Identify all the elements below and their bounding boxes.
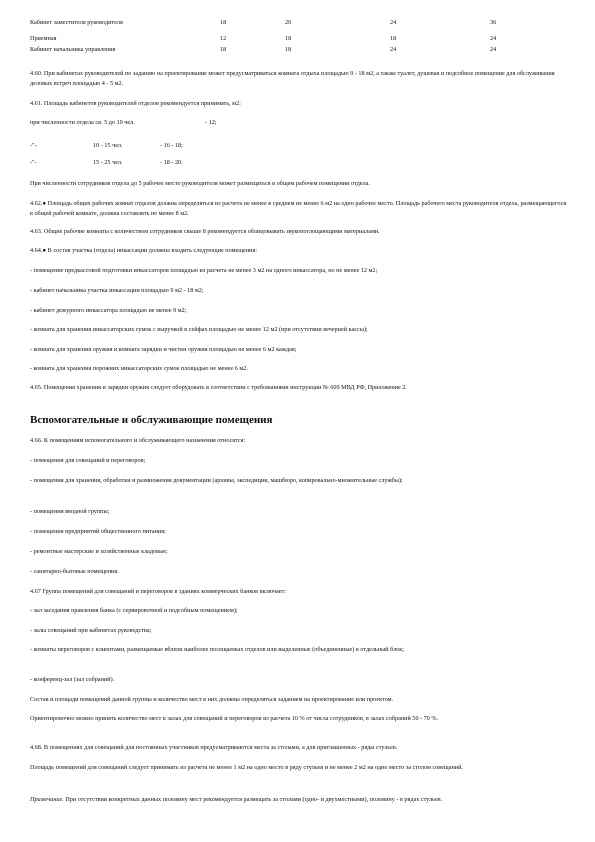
paragraph-note: Площадь помещений для совещаний следует принимать из расчета не менее 1 м2 на одно место в ряду стульев и не менее 2 м2 на одно место за столом совещаний. bbox=[30, 764, 463, 771]
paragraph-note: Состав и площади помещений данной группы и количество мест в них должны определяться заданием на проектирование или проектом. bbox=[30, 696, 394, 703]
list-label: -"- bbox=[30, 159, 37, 166]
list-label: -"- bbox=[30, 142, 37, 149]
list-item: - зал заседания правления банка (с сервировочной и подсобным помещением); bbox=[30, 607, 238, 614]
list-item: - помещения вводной группы; bbox=[30, 508, 110, 515]
list-value: - 12; bbox=[205, 119, 217, 126]
remark-text: При отсутствии конкретных данных половину мест рекомендуется размещать за столами (одно- и двухместными), половину - в рядах стульев. bbox=[63, 796, 443, 803]
paragraph-4-65: 4.65. Помещения хранения и зарядки оружия следует оборудовать в соответствии с требованиями инструкции № 609 МВД РФ, Приложение 2. bbox=[30, 384, 407, 391]
paragraph-4-68: 4.68. В помещениях для совещаний для постоянных участников предусматриваются места за столами, а для приглашенных - ряды стульев. bbox=[30, 744, 398, 751]
section-heading: Вспомогательные и обслуживающие помещения bbox=[30, 414, 273, 426]
row-value: 24 bbox=[490, 46, 497, 53]
list-value: - 16 - 18; bbox=[160, 142, 183, 149]
paragraph-note: Ориентировочно можно принять количество мест в залах для совещаний и переговоров из расчета 10 % от числа сотрудников, в залах собраний 50 - 70 %. bbox=[30, 715, 439, 722]
row-value: 24 bbox=[390, 19, 397, 26]
list-item: - кабинет дежурного инкассатора площадью не менее 9 м2; bbox=[30, 307, 187, 314]
paragraph-4-60: 4.60. При кабинетах руководителей по заданию на проектирование может предусматриваться комната отдыха площадью 9 - 18 м2, а также туалет, душевая и подсобное помещение для обслуживания деловых встреч площадью 4 - 5 м2. bbox=[30, 70, 555, 87]
row-value: 18 bbox=[220, 19, 227, 26]
list-label: при численности отдела св. 5 до 10 чел. bbox=[30, 119, 135, 126]
row-value: 24 bbox=[490, 35, 497, 42]
paragraph-4-61: 4.61. Площадь кабинетов руководителей отделов рекомендуется принимать, м2: bbox=[30, 100, 241, 107]
paragraph-4-64: 4.64.● В состав участка (отдела) инкассации должны входить следующие помещения: bbox=[30, 247, 257, 254]
row-value: 18 bbox=[285, 46, 292, 53]
row-value: 36 bbox=[490, 19, 497, 26]
list-item: - комната для хранения порожних инкассаторских сумок площадью не менее 6 м2. bbox=[30, 365, 248, 372]
list-item: - залы совещаний при кабинетах руководства; bbox=[30, 627, 152, 634]
row-value: 12 bbox=[220, 35, 227, 42]
list-item: - ремонтные мастерские и хозяйственные кладовые; bbox=[30, 548, 168, 555]
list-range: 10 - 15 чел. bbox=[93, 142, 123, 149]
row-value: 24 bbox=[390, 46, 397, 53]
row-name: Приемная bbox=[30, 35, 57, 42]
list-range: 15 - 25 чел. bbox=[93, 159, 123, 166]
list-item: - санитарно-бытовые помещения. bbox=[30, 568, 119, 575]
row-name: Кабинет начальника управления bbox=[30, 46, 116, 53]
paragraph-4-63: 4.63. Общие рабочие комнаты с количеством сотрудников свыше 8 рекомендуется облицовывать звукопоглощающими материалами. bbox=[30, 228, 380, 235]
list-item: - помещения предприятий общественного питания; bbox=[30, 528, 166, 535]
list-item: - комнаты переговоров с клиентами, размещаемые вблизи наиболее посещаемых отделов или выделенные (объединенные) в отдельный блок; bbox=[30, 646, 404, 653]
list-item: - конференц-зал (зал собраний). bbox=[30, 676, 115, 683]
list-item: - комната для хранения оружия и комната зарядки и чистки оружия площадью не менее 6 м2 каждая; bbox=[30, 346, 297, 353]
row-value: 18 bbox=[220, 46, 227, 53]
list-item: - помещение предкассовой подготовки инкассаторов площадью из расчета не менее 3 м2 на одного инкассатора, но не менее 12 м2; bbox=[30, 267, 378, 274]
paragraph-4-66: 4.66. К помещениям вспомогательного и обслуживающего назначения относятся: bbox=[30, 437, 246, 444]
row-value: 20 bbox=[285, 19, 292, 26]
row-value: 18 bbox=[390, 35, 397, 42]
list-item: - комната для хранения инкассаторских сумок с выручкой в сейфах площадью не менее 12 м2 (при отсутствии вечерней кассы); bbox=[30, 326, 368, 333]
list-value: - 18 - 20. bbox=[160, 159, 183, 166]
paragraph-remark bbox=[30, 795, 568, 805]
paragraph-4-62: 4.62.● Площадь общих рабочих комнат отделов должна определяться из расчета не менее в среднем не менее 6 м2 на одно рабочее место. Площадь рабочего места руководителя отдела, размещающегося в общей рабочей комнате, должна составлять не менее 8 м2. bbox=[30, 200, 567, 217]
row-name: Кабинет заместителя руководителя bbox=[30, 19, 123, 26]
paragraph-4-67: 4.67 Группа помещений для совещаний и переговоров в зданиях коммерческих банков включает: bbox=[30, 588, 287, 595]
remark-label: Примечание. bbox=[30, 796, 64, 803]
row-value: 18 bbox=[285, 35, 292, 42]
paragraph-note: При численности сотрудников отдела до 5 рабочее место руководителя может размещаться в общем рабочем помещении отдела. bbox=[30, 180, 370, 187]
list-item: - помещения для хранения, обработки и размножения документации (архивы, экспедиции, машбюро, копировально-множительные службы); bbox=[30, 477, 403, 484]
list-item: - кабинет начальника участка инкассации площадью 9 м2 - 18 м2; bbox=[30, 287, 204, 294]
list-item: - помещения для совещаний и переговоров; bbox=[30, 457, 146, 464]
